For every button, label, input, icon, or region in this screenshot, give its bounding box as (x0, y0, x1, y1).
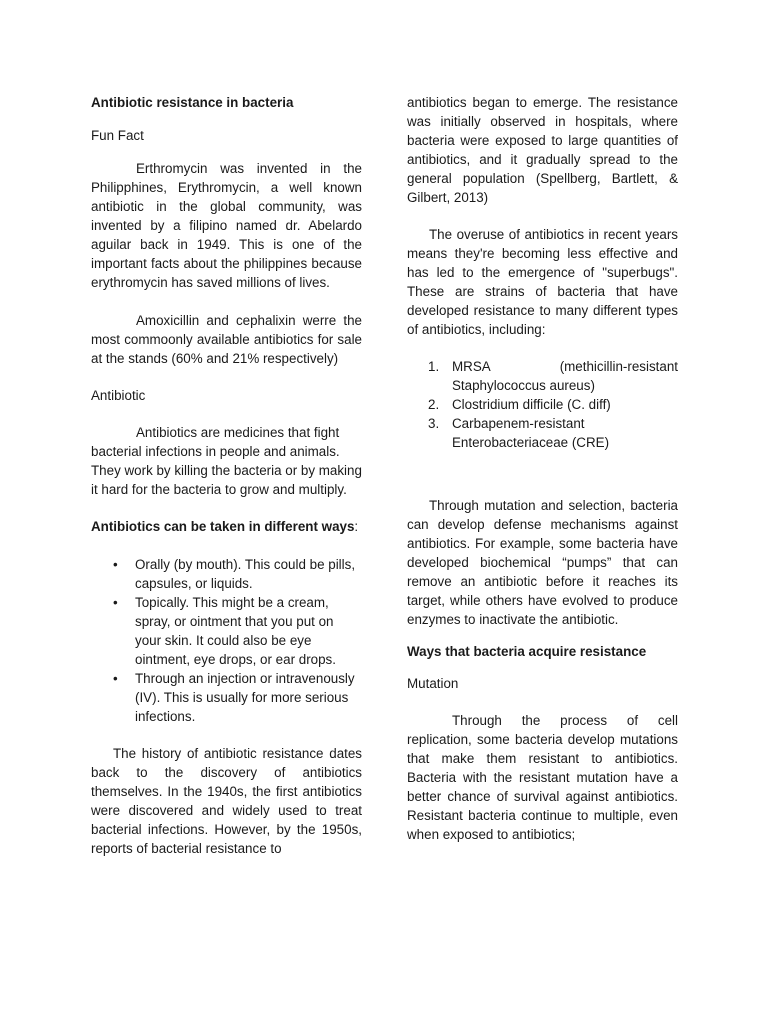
left-column (91, 93, 362, 858)
list-number: 2. (428, 397, 440, 412)
ways-heading-colon: : (354, 519, 359, 534)
mutation-heading: Mutation (407, 676, 459, 691)
superbug-name: MRSA (452, 359, 491, 374)
history-continued-paragraph: antibiotics began to emerge. The resistance was initially observed in hospitals, where bacteria were exposed to large quantities of antibiotics, and it gradually spread to the general population (Spellberg, Bartlett, & Gilbert, 2013) (407, 95, 678, 205)
amoxicillin-paragraph: Amoxicillin and cephalixin werre the most commoonly available antibiotics for sale at the stands (60% and 21% respectively) (91, 313, 362, 366)
fun-fact-heading: Fun Fact (91, 128, 144, 143)
list-number: 3. (428, 416, 440, 431)
overuse-paragraph: The overuse of antibiotics in recent years means they're becoming less effective and has led to the emergence of "superbugs". These are strains of bacteria that have developed resistance to many different types of antibiotics, including: (407, 227, 678, 337)
ways-list (91, 555, 362, 726)
superbug-name: Carbapenem-resistant Enterobacteriaceae (CRE) (452, 416, 610, 450)
list-item-text: Orally (by mouth). This could be pills, capsules, or liquids. (135, 557, 356, 591)
list-item (91, 593, 362, 669)
mutation-paragraph: Through the process of cell replication, some bacteria develop mutations that make them resistant to antibiotics. Bacteria with the resistant mutation have a better chance of survival against antibiotics. Resistant bacteria continue to multiple, even when exposed to antibiotics; (407, 713, 678, 842)
ways-heading-text: Antibiotics can be taken in different ways (91, 519, 355, 534)
right-column (407, 93, 678, 844)
list-item (407, 395, 678, 414)
list-item (91, 555, 362, 593)
ways-heading (91, 517, 362, 536)
list-item (407, 357, 678, 395)
fun-fact-paragraph: Erthromycin was invented in the Philipphines, Erythromycin, a well known antibiotic in the global community, was invented by a filipino named dr. Abelardo aguilar back in 1949. This is one of the important facts about the philippines because erythromycin has saved millions of lives. (91, 161, 362, 290)
list-number: 1. (428, 359, 440, 374)
superbug-detail: (methicillin-resistant (559, 359, 678, 374)
acquire-resistance-heading: Ways that bacteria acquire resistance (407, 644, 647, 659)
document-title: Antibiotic resistance in bacteria (91, 95, 294, 110)
history-paragraph: The history of antibiotic resistance dates back to the discovery of antibiotics themselves. In the 1940s, the first antibiotics were discovered and widely used to treat bacterial infections. However, by the 1950s, reports of bacterial resistance to (91, 746, 362, 856)
superbug-name: Clostridium difficile (C. diff) (452, 397, 611, 412)
list-item-text: Topically. This might be a cream, spray, or ointment that you put on your skin. It could also be eye ointment, eye drops, or ear drops. (135, 595, 336, 667)
list-item-text: Through an injection or intravenously (IV). This is usually for more serious infections. (135, 671, 355, 724)
superbugs-list (407, 357, 678, 452)
antibiotic-definition: Antibiotics are medicines that fight bacterial infections in people and animals. They work by killing the bacteria or by making it hard for the bacteria to grow and multiply. (91, 425, 362, 497)
list-item (407, 414, 678, 452)
mechanism-paragraph: Through mutation and selection, bacteria can develop defense mechanisms against antibiotics. For example, some bacteria have developed biochemical “pumps” that can remove an antibiotic before it reaches its target, while others have evolved to produce enzymes to inactivate the antibiotic. (407, 498, 678, 627)
antibiotic-heading: Antibiotic (91, 388, 146, 403)
superbug-detail-line2: Staphylococcus aureus) (452, 378, 595, 393)
list-item (91, 669, 362, 726)
